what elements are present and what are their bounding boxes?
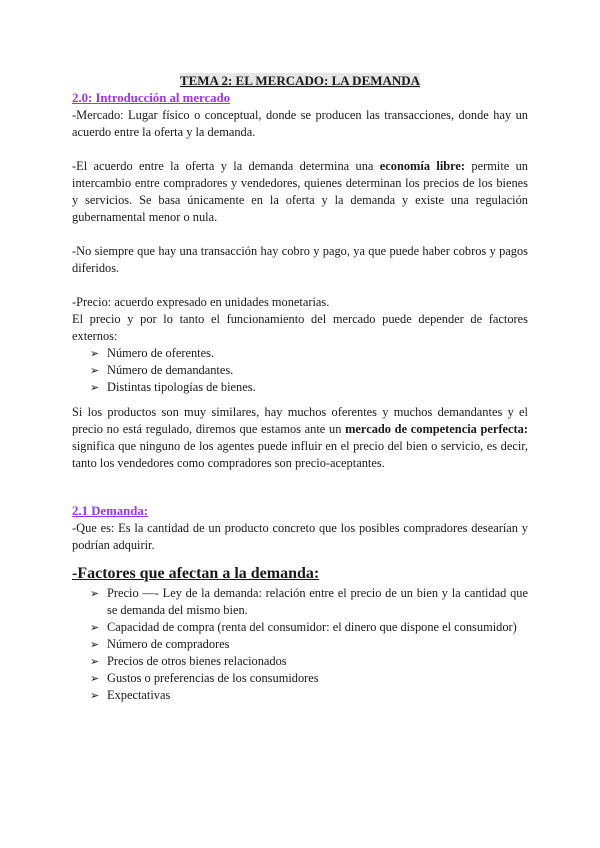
term-economia-libre: economía libre: (379, 159, 466, 173)
list-item: ➢ Precios de otros bienes relacionados (90, 653, 528, 670)
list-factores-demanda (72, 585, 528, 704)
list-item: ➢ Precio —- Ley de la demanda: relación entre el precio de un bien y la cantidad que se demanda del mismo bien. (90, 585, 528, 619)
paragraph-factores-externos: El precio y por lo tanto el funcionamiento del mercado puede depender de factores externos: (72, 312, 528, 343)
paragraph-precio: -Precio: acuerdo expresado en unidades monetarias. (72, 295, 330, 309)
section-heading-2-1: 2.1 Demanda: (72, 504, 149, 518)
paragraph-competencia-perfecta: Si los productos son muy similares, hay muchos oferentes y muchos demandantes y el precio no está regulado, diremos que estamos ante un mercado de competencia perfecta: significa que ninguno de los agentes puede influir en el precio del bien o servicio, es decir, tanto los vendedores como compradores son precio-aceptantes. (72, 405, 528, 470)
document-title: TEMA 2: EL MERCADO: LA DEMANDA (179, 73, 421, 88)
list-item: ➢ Número de demandantes. (90, 362, 528, 379)
paragraph-cobro-pago: -No siempre que hay una transacción hay cobro y pago, ya que puede haber cobros y pagos diferidos. (72, 244, 528, 275)
list-item: ➢ Expectativas (90, 687, 528, 704)
list-item: ➢ Número de compradores (90, 636, 528, 653)
list-item: ➢ Número de oferentes. (90, 345, 528, 362)
term-competencia-perfecta: mercado de competencia perfecta: (345, 422, 528, 436)
paragraph-mercado: -Mercado: Lugar físico o conceptual, donde se producen las transacciones, donde hay un acuerdo entre la oferta y la demanda. (72, 108, 528, 139)
paragraph-que-es: -Que es: Es la cantidad de un producto concreto que los posibles compradores desearían y podrían adquirir. (72, 521, 528, 552)
list-item: ➢ Gustos o preferencias de los consumidores (90, 670, 528, 687)
list-item: ➢ Distintas tipologías de bienes. (90, 379, 528, 396)
section-heading-2-0: 2.0: Introducción al mercado (72, 91, 231, 105)
list-factores-externos (72, 345, 528, 396)
document-page (72, 72, 528, 704)
paragraph-economia-libre: -El acuerdo entre la oferta y la demanda determina una economía libre: permite un intercambio entre compradores y vendedores, quienes determinan los precios de los bienes y servicios. Se basa únicamente en la oferta y la demanda y existe una regulación gubernamental menor o nula. (72, 159, 529, 224)
list-item: ➢ Capacidad de compra (renta del consumidor: el dinero que dispone el consumidor) (90, 619, 528, 636)
factors-heading: -Factores que afectan a la demanda: (72, 565, 320, 582)
